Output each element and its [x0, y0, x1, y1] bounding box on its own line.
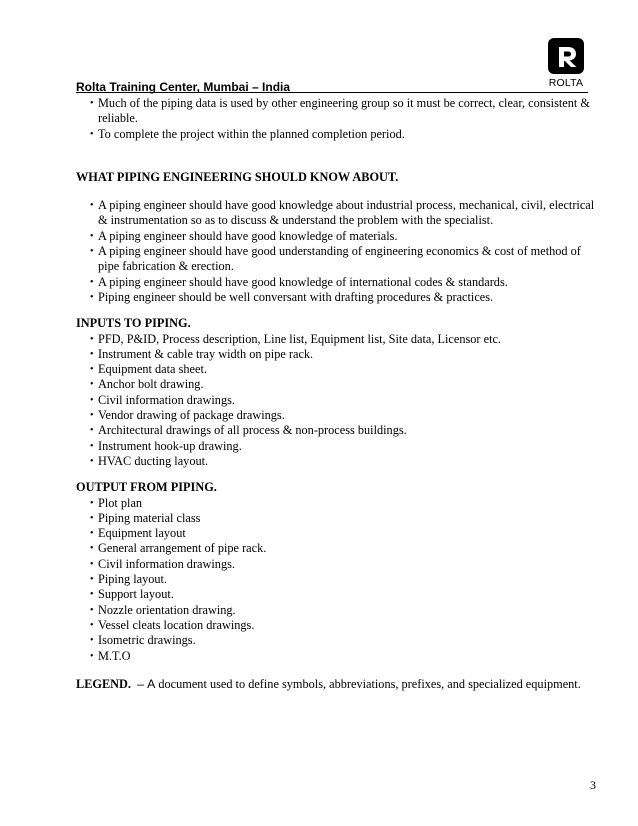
list-item [76, 362, 596, 377]
list-item-text: M.T.O [98, 648, 131, 663]
bullet-icon: • [90, 410, 94, 422]
list-item-text: Nozzle orientation drawing. [98, 602, 236, 617]
list-item-text: HVAC ducting layout. [98, 453, 209, 468]
list-item [76, 649, 596, 664]
bullet-icon: • [90, 543, 94, 555]
list-item [76, 244, 596, 275]
list-item [76, 603, 596, 618]
list-item-text: A piping engineer should have good knowledge about industrial process, mechanical, civil, electrical & instrumentation so as to discuss & understand the problem with the specialist. [98, 198, 595, 228]
list-item [76, 439, 596, 454]
section-heading: INPUTS TO PIPING. [76, 316, 191, 331]
list-item [76, 347, 596, 362]
bullet-icon: • [90, 635, 94, 647]
list-item [76, 454, 596, 469]
legend-text: document used to define symbols, abbreviations, prefixes, and specialized equipment. [158, 676, 581, 691]
bullet-icon: • [90, 558, 94, 570]
list-item [76, 526, 596, 541]
bullet-icon: • [90, 348, 94, 360]
list-item-text: Piping engineer should be well conversant with drafting procedures & practices. [98, 289, 494, 304]
rolta-logo-icon [544, 36, 588, 76]
bullet-icon: • [90, 425, 94, 437]
bullet-icon: • [90, 364, 94, 376]
bullet-icon: • [90, 512, 94, 524]
bullet-icon: • [90, 394, 94, 406]
list-item [76, 393, 596, 408]
list-item-text: Instrument hook-up drawing. [98, 438, 242, 453]
list-item [76, 332, 596, 347]
bullet-icon: • [90, 604, 94, 616]
bullet-icon: • [90, 619, 94, 631]
list-item-text: Anchor bolt drawing. [98, 377, 204, 392]
list-item-text: A piping engineer should have good understanding of engineering economics & cost of method of pipe fabrication & erection. [98, 244, 581, 274]
section-heading: WHAT PIPING ENGINEERING SHOULD KNOW ABOUT. [76, 169, 399, 184]
list-item [76, 496, 596, 511]
list-item [76, 290, 596, 305]
list-item-text: To complete the project within the planned completion period. [98, 126, 405, 141]
bullet-icon: • [90, 497, 94, 509]
list-item-text: Equipment layout [98, 526, 186, 541]
bullet-icon: • [90, 589, 94, 601]
list-item [76, 423, 596, 438]
legend-dash: – [137, 676, 145, 691]
list-item [76, 377, 596, 392]
list-item-text: A piping engineer should have good knowledge of international codes & standards. [98, 274, 508, 289]
intro-list [76, 96, 596, 142]
section-list [76, 496, 596, 664]
document-body [76, 96, 596, 692]
list-item-text: Support layout. [98, 587, 174, 602]
list-item [76, 633, 596, 648]
list-item-text: Equipment data sheet. [98, 362, 207, 377]
list-item-text: Isometric drawings. [98, 633, 196, 648]
list-item [76, 198, 596, 229]
list-item [76, 541, 596, 556]
logo-wordmark: ROLTA [548, 77, 584, 89]
list-item-text: Vendor drawing of package drawings. [98, 408, 285, 423]
list-item-text: Plot plan [98, 495, 143, 510]
list-item-text: Piping layout. [98, 572, 168, 587]
legend-paragraph [76, 677, 596, 692]
bullet-icon: • [90, 440, 94, 452]
list-item [76, 275, 596, 290]
list-item [76, 127, 596, 142]
bullet-icon: • [90, 455, 94, 467]
bullet-icon: • [90, 246, 94, 258]
list-item-text: A piping engineer should have good knowledge of materials. [98, 228, 398, 243]
bullet-icon: • [90, 528, 94, 540]
legend-first-word: A [147, 676, 156, 691]
bullet-icon: • [90, 98, 94, 109]
list-item [76, 587, 596, 602]
bullet-icon: • [90, 291, 94, 303]
bullet-icon: • [90, 379, 94, 391]
list-item [76, 408, 596, 423]
list-item-text: Civil information drawings. [98, 392, 235, 407]
bullet-icon: • [90, 650, 94, 662]
list-item-text: Piping material class [98, 510, 201, 525]
header-divider [76, 92, 588, 93]
list-item-text: Instrument & cable tray width on pipe rack. [98, 346, 314, 361]
bullet-icon: • [90, 574, 94, 586]
bullet-icon: • [90, 128, 94, 140]
header-title: Rolta Training Center, Mumbai – India [76, 80, 291, 94]
list-item-text: PFD, P&ID, Process description, Line list, Equipment list, Site data, Licensor etc. [98, 331, 502, 346]
sections [76, 170, 596, 664]
page-number: 3 [590, 778, 596, 792]
list-item-text: Vessel cleats location drawings. [98, 617, 255, 632]
bullet-icon: • [90, 333, 94, 345]
list-item-text: Civil information drawings. [98, 556, 235, 571]
list-item-text: General arrangement of pipe rack. [98, 541, 267, 556]
rolta-logo [544, 36, 588, 91]
list-item [76, 572, 596, 587]
list-item-text: Much of the piping data is used by other engineering group so it must be correct, clear, consistent & reliable. [98, 96, 590, 126]
list-item [76, 511, 596, 526]
bullet-icon: • [90, 276, 94, 288]
bullet-icon: • [90, 200, 94, 212]
section-heading: OUTPUT FROM PIPING. [76, 480, 217, 495]
section-list [76, 332, 596, 470]
bullet-icon: • [90, 230, 94, 242]
list-item [76, 96, 596, 127]
list-item-text: Architectural drawings of all process & non-process buildings. [98, 423, 407, 438]
page-header [76, 36, 588, 92]
list-item [76, 618, 596, 633]
section-list [76, 198, 596, 305]
legend-label: LEGEND. [76, 676, 132, 691]
list-item [76, 557, 596, 572]
list-item [76, 229, 596, 244]
